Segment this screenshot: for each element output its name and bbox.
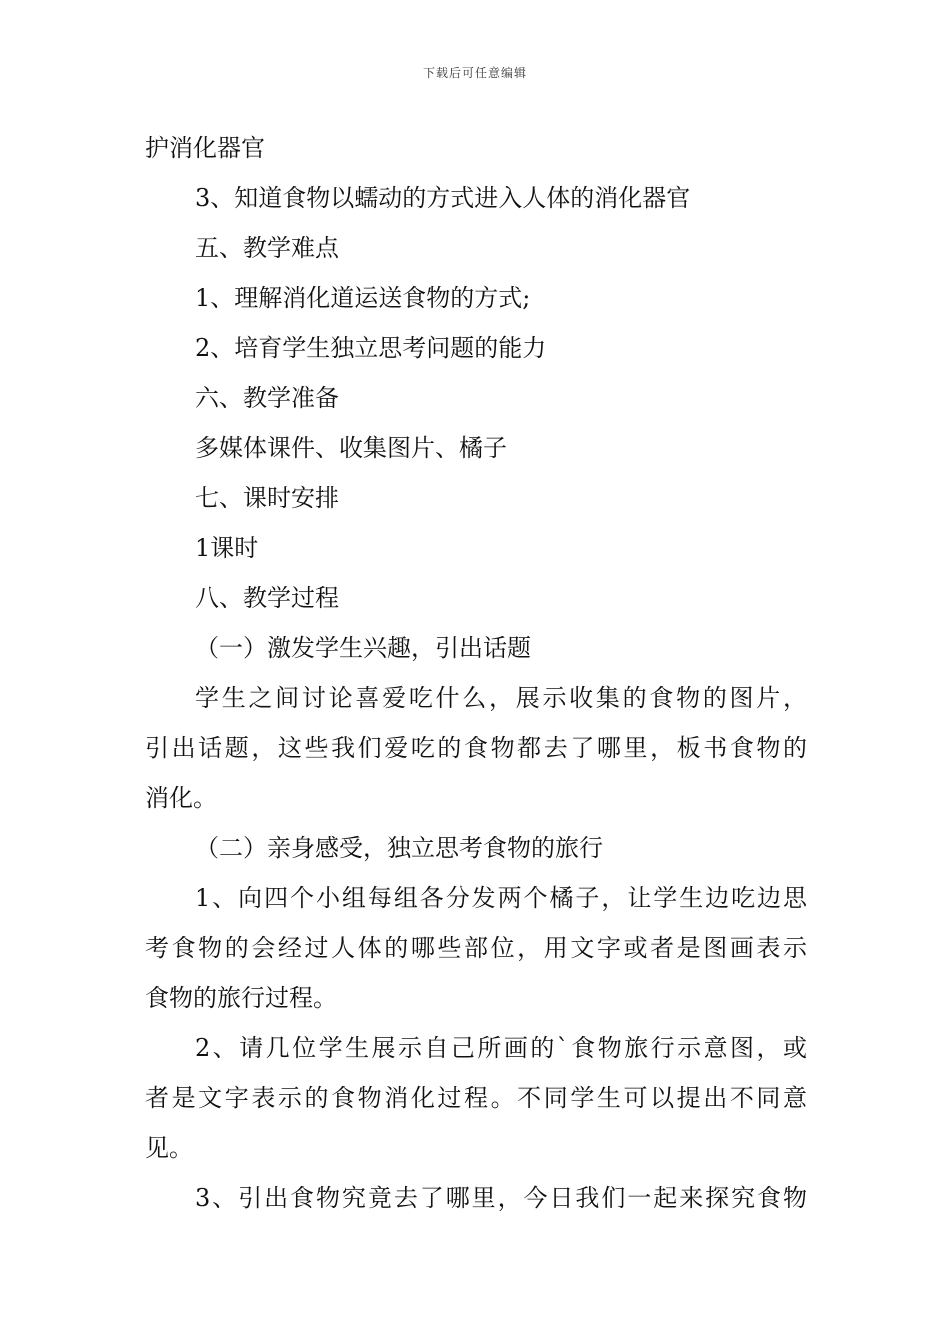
paragraph-line: 护消化器官 (145, 134, 265, 162)
paragraph-line: 1、理解消化道运送食物的方式; (195, 284, 531, 312)
subsection-heading: （二）亲身感受，独立思考食物的旅行 (195, 834, 603, 862)
paragraph-line: 见。 (145, 1134, 193, 1162)
section-heading: 五、教学难点 (195, 234, 339, 262)
paragraph-line: 2、培育学生独立思考问题的能力 (195, 334, 547, 362)
paragraph-line: 引出话题，这些我们爱吃的食物都去了哪里，板书食物的 (145, 734, 807, 762)
paragraph-line: 3、引出食物究竟去了哪里，今日我们一起来探究食物 (195, 1184, 807, 1212)
subsection-heading: （一）激发学生兴趣，引出话题 (195, 634, 531, 662)
paragraph-line: 2、请几位学生展示自己所画的`食物旅行示意图，或 (195, 1034, 807, 1062)
document-body (145, 123, 807, 1223)
paragraph-line: 3、知道食物以蠕动的方式进入人体的消化器官 (195, 184, 691, 212)
paragraph-line: 考食物的会经过人体的哪些部位，用文字或者是图画表示 (145, 934, 807, 962)
paragraph-line: 1、向四个小组每组各分发两个橘子，让学生边吃边思 (195, 884, 807, 912)
paragraph-line: 食物的旅行过程。 (145, 984, 337, 1012)
paragraph-line: 者是文字表示的食物消化过程。不同学生可以提出不同意 (145, 1084, 807, 1112)
section-heading: 七、课时安排 (195, 484, 339, 512)
section-heading: 八、教学过程 (195, 584, 339, 612)
paragraph-line: 多媒体课件、收集图片、橘子 (195, 434, 507, 462)
paragraph-line: 消化。 (145, 784, 217, 812)
page-header: 下载后可任意编辑 (422, 66, 527, 80)
paragraph-line: 1课时 (195, 534, 259, 562)
section-heading: 六、教学准备 (195, 384, 339, 412)
paragraph-line: 学生之间讨论喜爱吃什么，展示收集的食物的图片， (195, 684, 807, 712)
